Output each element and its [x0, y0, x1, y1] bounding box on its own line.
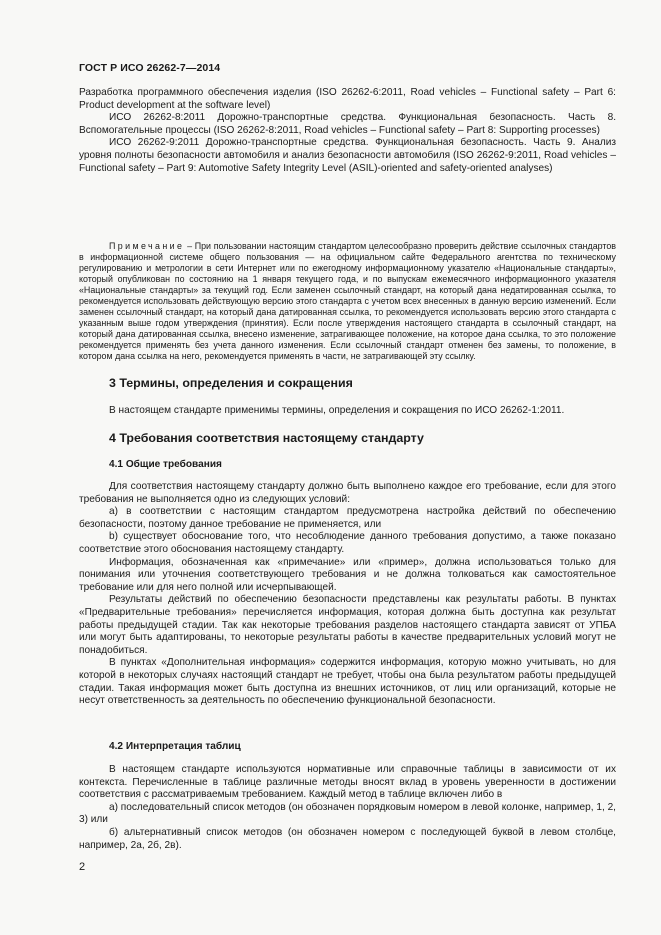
note-block: [79, 241, 616, 363]
list-item: b) существует обоснование того, что несоблюдение данного требования допустимо, а также показано соответствие этого обоснования настоящему стандарту.: [79, 531, 616, 555]
list-item: б) альтернативный список методов (он обозначен номером с последующей буквой в левом столбце, например, 2а, 2б, 2в).: [79, 826, 616, 851]
list-item: а) последовательный список методов (он обозначен порядковым номером в левой колонке, например, 1, 2, 3) или: [79, 801, 616, 826]
paragraph: Результаты действий по обеспечению безопасности представлены как результаты работы. В пунктах «Предварительные требования» перечисляется информация, которая должна быть доступна как результат работы предыдущей стадии. Так как некоторые требования разделов настоящего стандарта зависят от УПБА или могут быть адаптированы, то некоторые результаты работы в качестве предварительных условий могут не понадобиться.: [79, 594, 616, 656]
subsection-4-1-body: [79, 481, 616, 708]
reference-item: ИСО 26262-8:2011 Дорожно-транспортные средства. Функциональная безопасность. Часть 8. Вспомогательные процессы (ISO 26262-8:2011, Road vehicles – Functional safety – Part 8: Supporting processes): [79, 112, 616, 136]
section-4-title: 4 Требования соответствия настоящему стандарту: [109, 431, 424, 445]
subsection-4-2-body: [79, 764, 616, 852]
paragraph: В пунктах «Дополнительная информация» содержится информация, которую можно учитывать, но для которой в некоторых случаях настоящий стандарт не требует, чтобы она была результатом работы предыдущей стадии. Такая информация может быть доступна из внешних источников, от лиц или организаций, которые не несут ответственность за деятельность по обеспечению функциональной безопасности.: [79, 657, 616, 707]
paragraph: В настоящем стандарте используются нормативные или справочные таблицы в зависимости от их контекста. Перечисленные в таблице различные методы вносят вклад в уровень уверенности в достижении соответствия с рассматриваемым требованием. Каждый метод в таблице включен либо в: [79, 764, 616, 801]
note-label: Примечание: [109, 241, 185, 251]
document-header: ГОСТ Р ИСО 26262-7—2014: [79, 62, 221, 74]
section-3-title: 3 Термины, определения и сокращения: [109, 376, 353, 390]
section-3-text: В настоящем стандарте применимы термины, определения и сокращения по ИСО 26262-1:2011.: [109, 405, 565, 416]
subsection-4-1-title: 4.1 Общие требования: [109, 459, 222, 470]
reference-list: [79, 87, 616, 175]
note-text: – При пользовании настоящим стандартом целесообразно проверить действие ссылочных стандартов в информационной системе общего пользования — на официальном сайте Федерального агентства по техническому регулированию и метрологии в сети Интернет или по ежегодному информационному указателю «Национальные стандарты», который опубликован по состоянию на 1 января текущего года, и по выпускам ежемесячного информационного указателя «Национальные стандарты» за текущий год. Если заменен ссылочный стандарт, на который дана недатированная ссылка, то рекомендуется использовать действующую версию этого стандарта с учетом всех внесенных в данную версию изменений. Если заменен ссылочный стандарт, на который дана датированная ссылка, то рекомендуется использовать версию этого стандарта с указанным выше годом утверждения (принятия). Если после утверждения настоящего стандарта в ссылочный стандарт, на который дана датированная ссылка, внесено изменение, затрагивающее положение, на которое дана ссылка, то это положение рекомендуется применять без учета данного изменения. Если ссылочный стандарт отменен без замены, то положение, в котором дана ссылка на него, рекомендуется применять в части, не затрагивающей эту ссылку.: [79, 241, 616, 362]
reference-item: Разработка программного обеспечения изделия (ISO 26262-6:2011, Road vehicles – Functional safety – Part 6: Product development at the software level): [79, 87, 616, 111]
paragraph: Для соответствия настоящему стандарту должно быть выполнено каждое его требование, если для этого требования не выполняется одно из следующих условий:: [79, 481, 616, 505]
subsection-4-2-title: 4.2 Интерпретация таблиц: [109, 741, 241, 752]
reference-item: ИСО 26262-9:2011 Дорожно-транспортные средства. Функциональная безопасность. Часть 9. Анализ уровня полноты безопасности автомобиля и анализ безопасности автомобиля (ISO 26262-9:2011, Road vehicles – Functional safety – Part 9: Automotive Safety Integrity Level (ASIL)-oriented and safety-oriented analyses): [79, 137, 616, 174]
paragraph: Информация, обозначенная как «примечание» или «пример», должна использоваться только для понимания или уточнения соответствующего требования и не должна толковаться как самостоятельное требование или для него полной или исчерпывающей.: [79, 556, 616, 593]
page-number: 2: [79, 861, 86, 873]
list-item: а) в соответствии с настоящим стандартом предусмотрена настройка действий по обеспечению безопасности, поэтому данное требование не применяется, или: [79, 506, 616, 530]
